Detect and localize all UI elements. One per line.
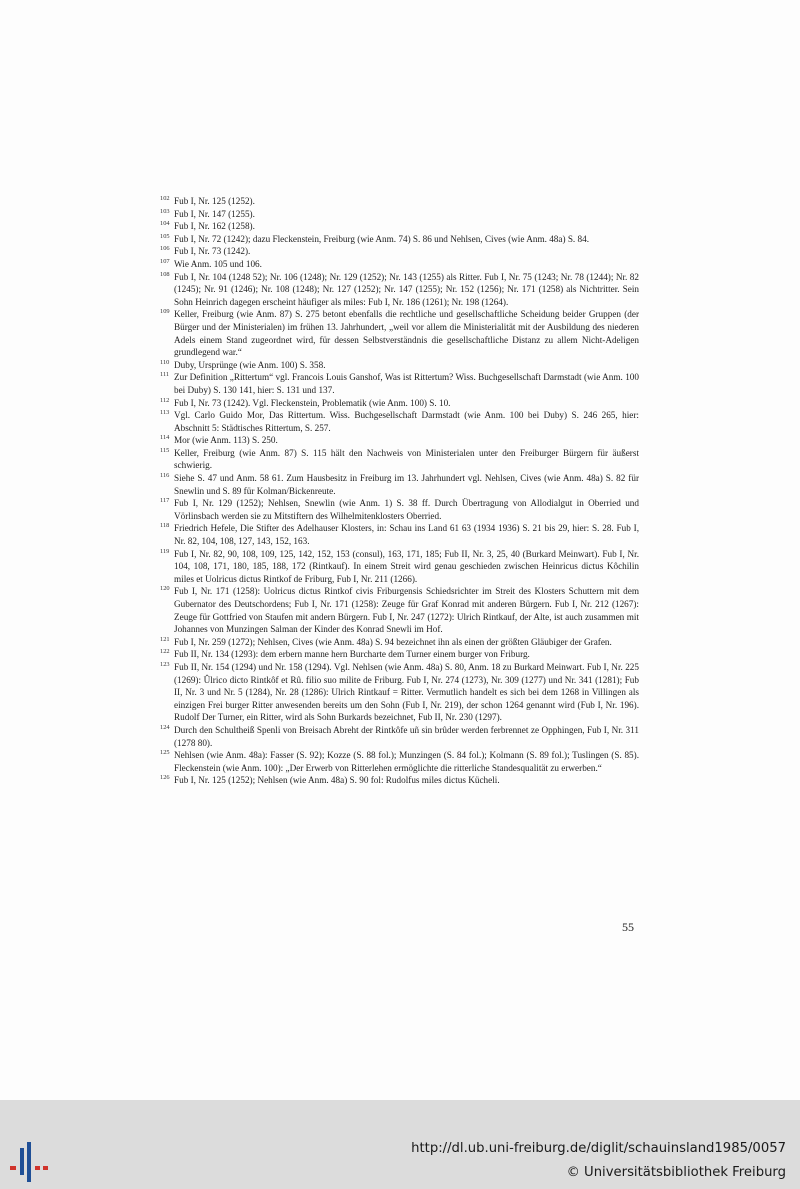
footnote-text: Nehlsen (wie Anm. 48a): Fasser (S. 92); Kozze (S. 88 fol.); Munzingen (S. 84 fol.); Kolmann (S. 89 fol.); Tuslingen (S. 85). Fleckenstein (wie Anm. 100): „Der Erwerb von Ritterlehen ermöglichte die ritterliche Standesqualität zu erwerben.“	[174, 750, 639, 773]
copyright-notice: © Universitätsbibliothek Freiburg	[566, 1165, 786, 1180]
footnote-number: 117	[160, 497, 170, 505]
footnote-item	[160, 548, 639, 586]
footnote-text: Fub I, Nr. 129 (1252); Nehlsen, Snewlin (wie Anm. 1) S. 38 ff. Durch Übertragung von Allodialgut in Oberried und Vörlinsbach werden sie zu Mitstiftern des Wilhelmitenklosters Oberried.	[174, 498, 639, 521]
footnote-item	[160, 472, 639, 497]
viewer-footer-bar	[0, 1100, 800, 1189]
footnote-text: Fub I, Nr. 73 (1242). Vgl. Fleckenstein, Problematik (wie Anm. 100) S. 10.	[174, 397, 451, 408]
footnote-text: Fub I, Nr. 125 (1252).	[174, 196, 255, 206]
footnote-number: 113	[160, 409, 170, 417]
footnote-item	[160, 220, 639, 233]
footnote-text: Wie Anm. 105 und 106.	[174, 258, 262, 269]
footnote-text: Friedrich Hefele, Die Stifter des Adelhauser Klosters, in: Schau ins Land 61 63 (1934 1936) S. 21 bis 29, hier: S. 28. Fub I, Nr. 82, 104, 108, 127, 143, 152, 163.	[174, 523, 639, 547]
footnote-text: Siehe S. 47 und Anm. 58 61. Zum Hausbesitz in Freiburg im 13. Jahrhundert vgl. Nehlsen, Cives (wie Anm. 48a) S. 82 für Snewlin und S. 89 für Kolman/Bickenreute.	[174, 473, 639, 496]
footnote-text: Keller, Freiburg (wie Anm. 87) S. 115 hält den Nachweis von Ministerialen unter den Freiburger Bürgern für äußerst schwierig.	[174, 447, 639, 471]
footnote-number: 118	[160, 522, 170, 530]
footnote-item	[160, 661, 639, 724]
footnote-text: Fub I, Nr. 171 (1258): Uolricus dictus Rintkof civis Friburgensis Schiedsrichter im Streit des Klosters Schuttern mit dem Gubernator des Deutschordens; Fub I, Nr. 171 (1258): Zeuge für Graf Konrad mit anderen Bürgern. Fub I, Nr. 212 (1267): Zeuge für Gottfried von Staufen mit andern Bürgern. Fub I, Nr. 247 (1272): Ulrich Rintkauf, der Alte, ist auch zusammen mit Johannes von Munzingen Salman der Kinder des Konrad Snewli im Hof.	[174, 586, 639, 635]
footnote-item	[160, 371, 639, 396]
footnote-number: 109	[160, 308, 170, 316]
footnote-text: Fub II, Nr. 134 (1293): dem erbern manne hern Burcharte dem Turner einem burger von Friburg.	[174, 649, 530, 660]
footnote-item	[160, 233, 639, 246]
document-url-link[interactable]: http://dl.ub.uni-freiburg.de/diglit/schauinsland1985/0057	[411, 1141, 786, 1156]
footnote-text: Keller, Freiburg (wie Anm. 87) S. 275 betont ebenfalls die rechtliche und gesellschaftliche Scheidung beider Gruppen (der Bürger und der Ministerialen) im frühen 13. Jahrhundert, „weil vor allem die Ministerialität mit der Ausbildung des niederen Adels einem Stand zugeordnet wird, für dessen Selbstverständnis die gesellschaftliche Distanz zu allem Nicht-Adeligen grundlegend war.“	[174, 309, 639, 358]
footnote-item	[160, 434, 639, 447]
footnote-number: 106	[160, 245, 170, 253]
footnote-text: Fub I, Nr. 72 (1242); dazu Fleckenstein, Freiburg (wie Anm. 74) S. 86 und Nehlsen, Cives (wie Anm. 48a) S. 84.	[174, 233, 590, 244]
footnote-item	[160, 522, 639, 547]
footnote-item	[160, 208, 639, 221]
footnote-item	[160, 409, 639, 434]
footnote-text: Fub I, Nr. 125 (1252); Nehlsen (wie Anm. 48a) S. 90 fol: Rudolfus miles dictus Kücheli.	[174, 775, 500, 786]
footnote-item	[160, 245, 639, 258]
page-number: 55	[622, 920, 634, 934]
footnote-text: Fub I, Nr. 147 (1255).	[174, 208, 255, 219]
footnote-item	[160, 636, 639, 649]
footnote-number: 104	[160, 220, 170, 228]
footnote-text: Fub I, Nr. 82, 90, 108, 109, 125, 142, 152, 153 (consul), 163, 171, 185; Fub II, Nr. 3, 25, 40 (Burkard Meinwart). Fub I, Nr. 104, 108, 171, 180, 185, 188, 172 (Rintkauf). In einem Streit wird genau geschieden zwischen Heinricus dictus Kôchilin miles et Uolricus dictus Rintkof de Friburg, Fub I, Nr. 211 (1266).	[174, 548, 639, 584]
footnote-text: Fub I, Nr. 73 (1242).	[174, 246, 251, 257]
footnote-item	[160, 447, 639, 472]
footnote-text: Vgl. Carlo Guido Mor, Das Rittertum. Wiss. Buchgesellschaft Darmstadt (wie Anm. 100 bei Duby) S. 246 265, hier: Abschnitt 5: Städtisches Rittertum, S. 257.	[174, 410, 639, 433]
footnotes-section	[160, 195, 639, 787]
footnote-number: 108	[160, 270, 170, 278]
footnote-text: Durch den Schultheiß Spenli von Breisach Abreht der Rintkôfe uñ sin brûder werden ferbrennet ze Opphingen, Fub I, Nr. 311 (1278 80).	[174, 724, 639, 748]
footnote-item	[160, 359, 639, 372]
footnote-number: 103	[160, 207, 170, 215]
footnote-item	[160, 258, 639, 271]
ub-freiburg-logo-icon[interactable]	[9, 1142, 51, 1182]
footnote-text: Fub I, Nr. 162 (1258).	[174, 221, 255, 232]
footnote-item	[160, 308, 639, 358]
footnote-item	[160, 195, 639, 208]
footnote-item	[160, 397, 639, 410]
footnote-number: 112	[160, 396, 170, 404]
footnote-number: 126	[160, 774, 170, 782]
footnote-text: Fub I, Nr. 259 (1272); Nehlsen, Cives (wie Anm. 48a) S. 94 bezeichnet ihn als einen der größten Gläubiger der Grafen.	[174, 636, 612, 647]
footnote-number: 102	[160, 195, 170, 202]
footnote-number: 120	[160, 585, 170, 593]
footnote-number: 124	[160, 723, 170, 731]
footnote-text: Mor (wie Anm. 113) S. 250.	[174, 435, 278, 446]
footnote-item	[160, 724, 639, 749]
footnote-number: 110	[160, 358, 170, 366]
footnote-number: 125	[160, 749, 170, 757]
footnote-item	[160, 648, 639, 661]
footnote-text: Duby, Ursprünge (wie Anm. 100) S. 358.	[174, 359, 326, 370]
footnote-number: 116	[160, 472, 170, 480]
footnote-item	[160, 774, 639, 787]
footnote-text: Fub I, Nr. 104 (1248 52); Nr. 106 (1248); Nr. 129 (1252); Nr. 143 (1255) als Ritter. Fub I, Nr. 75 (1243; Nr. 78 (1244); Nr. 82 (1245); Nr. 91 (1246); Nr. 108 (1248); Nr. 127 (1252); Nr. 147 (1255); Nr. 152 (1256); Nr. 171 (1258) als Nichtritter. Sein Sohn Heinrich dagegen erscheint häufiger als miles: Fub I, Nr. 186 (1261); Nr. 198 (1264).	[174, 271, 639, 307]
footnote-text: Zur Definition „Rittertum“ vgl. Francois Louis Ganshof, Was ist Rittertum? Wiss. Buchgesellschaft Darmstadt (wie Anm. 100 bei Duby) S. 130 141, hier: S. 131 und 137.	[174, 372, 639, 395]
footnote-item	[160, 749, 639, 774]
footnote-item	[160, 271, 639, 309]
footnote-number: 122	[160, 648, 170, 656]
footnote-item	[160, 585, 639, 635]
footnote-number: 115	[160, 446, 170, 454]
footnote-number: 111	[160, 371, 170, 379]
footnote-number: 105	[160, 232, 170, 240]
footnote-item	[160, 497, 639, 522]
footnote-number: 114	[160, 434, 170, 442]
footnote-number: 107	[160, 257, 170, 265]
footnote-text: Fub II, Nr. 154 (1294) und Nr. 158 (1294). Vgl. Nehlsen (wie Anm. 48a) S. 80, Anm. 18 zu Burkard Meinwart. Fub I, Nr. 225 (1269): Ûlrico dicto Rintkôf et Rû. filio suo milite de Friburg. Fub I, Nr. 274 (1273), Nr. 309 (1277) und Nr. 341 (1281); Fub II, Nr. 3 und Nr. 5 (1284), Nr. 28 (1286): Ulrich Rintkauf = Ritter. Vermutlich handelt es sich bei dem 1268 in Villingen als einzigen Frei burger Ritter anwesenden bereits um den Sohn (Fub I, Nr. 219), der schon 1264 genannt wird (Fub I, Nr. 196). Rudolf Der Turner, ein Ritter, wird als Sohn Burkards bezeichnet, Fub II, Nr. 230 (1297).	[174, 661, 639, 723]
footnote-number: 123	[160, 660, 170, 668]
footnote-number: 119	[160, 547, 170, 555]
footnote-number: 121	[160, 635, 170, 643]
